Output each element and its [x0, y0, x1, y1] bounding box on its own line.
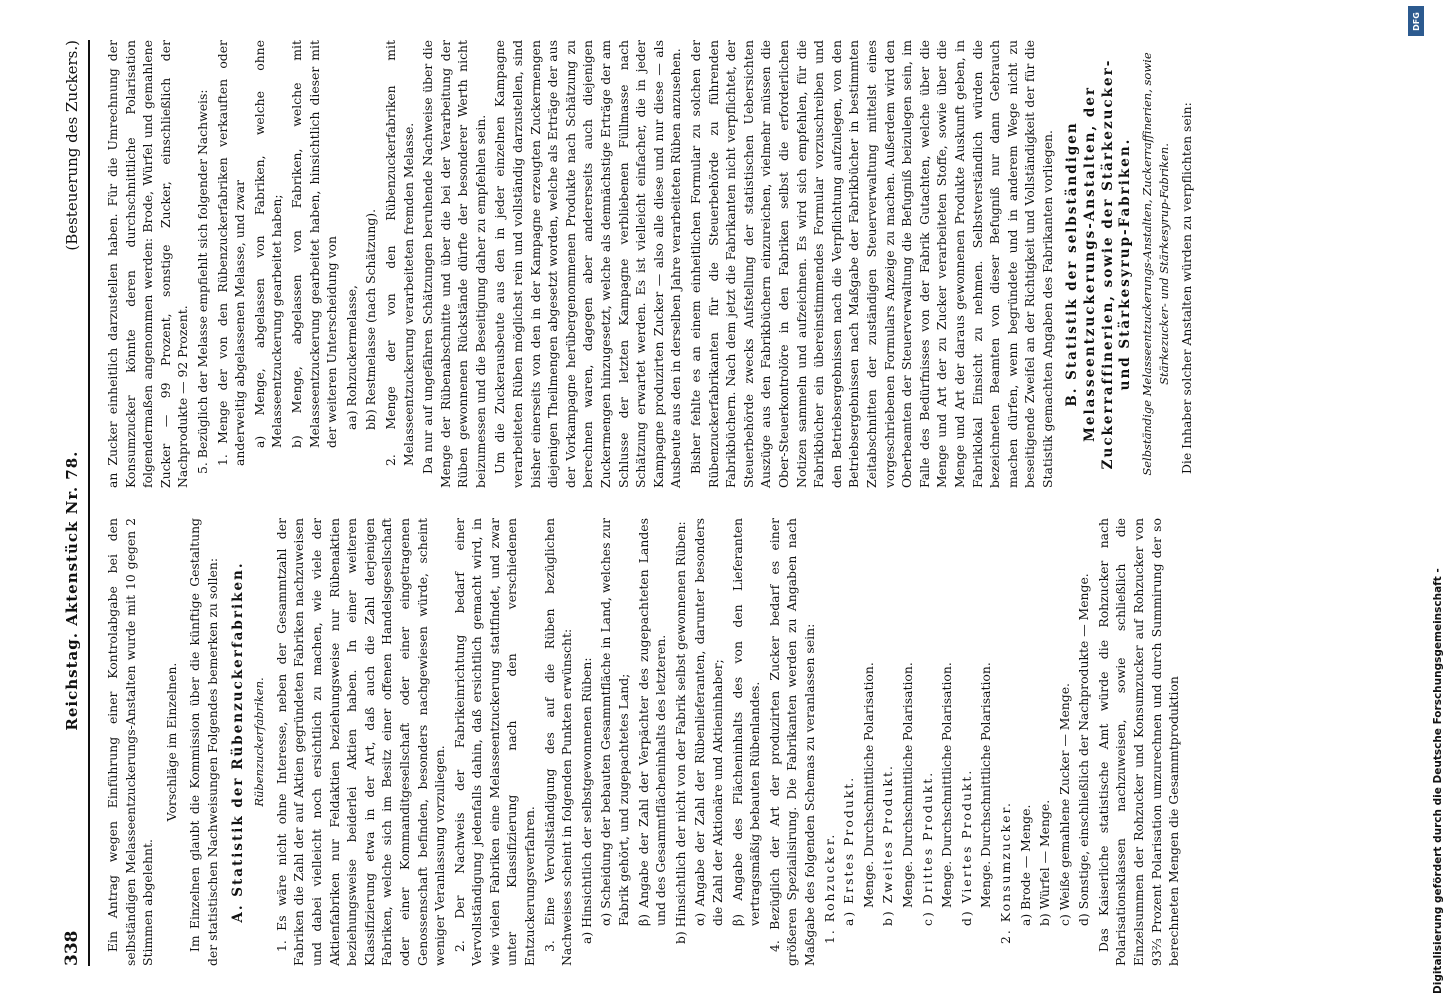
document-title: Reichstag. Aktenstück Nr. 78. [63, 450, 81, 731]
section-heading: B. Statistik der selbständigen Melasseentzuckerungs-Anstalten, der Zuckerraffinerien, sowie der Stärkezucker- und Stärkesyrup-Fabriken. [1064, 58, 1134, 470]
list-item: a) Brode — Menge. [1017, 804, 1033, 926]
paragraph: Bisher fehlte es an einem einheitlichen Formular zu solchen der Rübenzuckerfabrikanten für die Steuerbehörde zu führenden Fabrikbüchern. Nach dem jetzt die Fabrikanten nicht verpflichtet, der Steuerbehörde zwecks Aufstellung der statistischen Uebersichten Auszüge aus den Fabrikbüchern einzureichen, vielmehr müssen die Ober-Steuerkontrolöre in den Fabriken selbst die erforderlichen Notizen sammeln und aufzeichnen. Es wird sich empfehlen, für die Fabrikbücher ein übereinstimmendes Formular vorzuschreiben und den Betriebsergebnissen nach die Verpflichtung aufzulegen, von den Betriebsergebnissen nach Maßgabe der Fabrikbücher in bestimmten Zeitabschnitten der zuständigen Steuerverwaltung mittelst eines vorgeschriebenen Formulars Anzeige zu machen. Außerdem wird den Oberbeamten der Steuerverwaltung die Befugniß beizulegen sein, im Falle des Bedürfnisses von der Fabrik Gutachten, welche über die Menge und Art der zu Zucker verarbeiteten Stoffe, sowie über die Menge und Art der daraus gewonnenen Produkte Auskunft geben, in Fabriklokal Einsicht zu nehmen. Selbstverständlich würden die bezeichneten Beamten von dieser Befugniß nur dann Gebrauch machen dürfen, wenn begründete und in anderem Wege nicht zu beseitigende Zweifel an der Richtigkeit und Vollständigkeit der für die Statistik gemachten Angaben des Fabrikanten vorliegen. [688, 40, 1055, 488]
list-item: α) Scheidung der bebauten Gesammtfläche in Land, welches zur Fabrik gehört, und zugepachtetes Land; [598, 518, 632, 926]
rotated-page-frame [34, 0, 1394, 1000]
paragraph: Ein Antrag wegen Einführung einer Kontrolabgabe bei den selbständigen Melasseentzuckerungs-Anstalten wurde mit 10 gegen 2 Stimmen abgelehnt. [105, 518, 156, 966]
dfg-logo-label: DFG [1411, 11, 1421, 31]
right-column [104, 40, 1198, 488]
paragraph: 5. Bezüglich der Melasse empfiehlt sich folgender Nachweis: [194, 89, 210, 474]
list-item: b) Würfel — Menge. [1037, 799, 1053, 926]
list-item: 1. Rohzucker. [821, 832, 837, 944]
list-item: Menge. Durchschnittliche Polarisation. [978, 662, 994, 908]
dfg-credit-sidebar [1402, 0, 1444, 1000]
list-item: b) Zweites Produkt. [880, 764, 896, 926]
list-item: 2. Konsumzucker. [997, 800, 1013, 944]
list-item: aa) Rohzuckermelasse, [343, 285, 359, 430]
list-item: c) Weiße gemahlene Zucker — Menge. [1056, 683, 1072, 926]
list-item: α) Angabe der Zahl der Rübenlieferanten, darunter besonders die Zahl der Aktionäre und Aktieninhaber; [692, 518, 725, 926]
list-item: 2. Menge der von den Rübenzuckerfabriken mit Melasseentzuckerung verarbeiteten fremden Melasse. [382, 40, 416, 466]
paragraph: 3. Eine Vervollständigung des auf die Rüben bezüglichen Nachweises scheint in folgenden Punkten erwünscht: [541, 518, 575, 966]
paragraph: 4. Bezüglich der Art der produzirten Zucker bedarf es einer größeren Spezialisirung. Die Fabrikanten werden zu Angaben nach Maßgabe des folgenden Schemas zu veranlassen sein: [766, 518, 817, 966]
paragraph: 2. Der Nachweis der Fabrikeinrichtung bedarf einer Vervollständigung jedenfalls dahin, daß ersichtlich gemacht wird, in wie vielen Fabriken eine Melasseentzuckerung stattfindet, und zwar unter Klassifizierung nach den verschiedenen Entzuckerungsverfahren. [451, 518, 538, 966]
list-item: 1. Menge der von den Rübenzuckerfabriken verkauften oder anderweitig abgelassenen Melasse, und zwar [214, 40, 248, 466]
list-item: c) Drittes Produkt. [919, 770, 935, 926]
list-item: Menge. Durchschnittliche Polarisation. [899, 662, 915, 908]
paragraph: Im Einzelnen glaubt die Kommission über die künftige Gestaltung der statistischen Nachweisungen Folgendes bemerken zu sollen: [187, 518, 220, 966]
paragraph: Die Inhaber solcher Anstalten würden zu verpflichten sein: [1179, 102, 1195, 474]
document-page [34, 0, 1394, 1000]
list-item: Menge. Durchschnittliche Polarisation. [860, 662, 876, 908]
page-number: 338 [62, 930, 82, 966]
page-header [62, 40, 90, 966]
list-item: b) Menge, abgelassen von Fabriken, welche mit Melasseentzuckerung gearbeitet haben, hinsichtlich dieser mit der weiteren Unterscheidung von [288, 40, 340, 448]
list-item: Menge. Durchschnittliche Polarisation. [939, 662, 955, 908]
list-item: d) Sonstige, einschließlich der Nachprodukte — Menge. [1076, 573, 1092, 926]
list-item: bb) Restmelasse (nach Schätzung). [363, 208, 379, 430]
section-caption: Vorschläge im Einzelnen. [163, 662, 179, 822]
list-item: d) Viertes Produkt. [958, 768, 974, 926]
paragraph: 1. Es wäre nicht ohne Interesse, neben der Gesammtzahl der Fabriken die Zahl der auf Aktien gegründeten Fabriken nachzuweisen und dabei vielleicht noch ersichtlich zu machen, wie viele der Aktienfabriken nur Feldaktien beziehungsweise nur Rübenaktien beziehungsweise beiderlei Aktien haben. In einer weiteren Klassifizierung etwa in der Art, daß auch die Zahl derjenigen Fabriken, welche sich im Besitz einer offenen Handelsgesellschaft oder einer Kommanditgesellschaft oder einer eingetragenen Genossenschaft befinden, besonders nachgewiesen würde, scheint weniger Veranlassung vorzuliegen. [273, 518, 448, 966]
text-columns [104, 40, 1198, 966]
paragraph: Das Kaiserliche statistische Amt würde die Rohzucker nach Polarisationsklassen nachzuweisen, sowie schließlich die Einzelsummen der Rohzucker und Konsumzucker auf Rohzucker von 93⅔ Prozent Polarisation umzurechnen und durch Summirung der so berechneten Mengen die Gesammtproduktion [1095, 518, 1182, 966]
document-topic: (Besteuerung des Zuckers.) [63, 40, 81, 251]
list-item: β) Angabe des Flächeninhalts des von den Lieferanten vertragsmäßig bebauten Rübenlandes. [729, 518, 763, 926]
list-item: a) Hinsichtlich der selbstgewonnenen Rüben: [578, 657, 594, 944]
paragraph: Da nur auf ungefähren Schätzungen beruhende Nachweise über die Menge der Rübenabschnitte und über die bei der Verarbeitung der Rüben gewonnenen Rückstände dürfte der besonderer Werth nicht beizumessen und die Beseitigung daher zu empfehlen sein. [420, 40, 488, 488]
list-item: a) Erstes Produkt. [841, 775, 857, 926]
dfg-credit-text: Digitalisierung gefördert durch die Deutsche Forschungsgemeinschaft - [1432, 568, 1444, 994]
dfg-logo [1408, 6, 1424, 36]
subheading: Selbständige Melasseentzuckerungs-Anstalten, Zuckerraffinerien, sowie Stärkezucker- und Stärkesyrup-Fabriken. [1139, 52, 1172, 476]
list-item: a) Menge, abgelassen von Fabriken, welche ohne Melasseentzuckerung gearbeitet haben; [251, 40, 285, 448]
paragraph: an Zucker einheitlich darzustellen haben. Für die Umrechnung der Konsumzucker könnte deren durchschnittliche Polarisation folgendermaßen angenommen werden: Brode, Würfel und gemahlene Zucker — 99 Prozent, sonstige Zucker, einschließlich der Nachprodukte — 92 Prozent. [105, 40, 191, 488]
section-heading: A. Statistik der Rübenzuckerfabriken. [229, 561, 246, 923]
paragraph: Um die Zuckerausbeute aus den in jeder einzelnen Kampagne verarbeiteten Rüben möglichst rein und vollständig darzustellen, sind bisher einerseits von den in der Kampagne erzeugten Zuckermengen diejenigen Theilmengen abgesetzt worden, welche als Erträge der aus der Vorkampagne herübergenommenen Produkte nach Schätzung zu berechnen waren, dagegen aber andererseits auch diejenigen Zuckermengen hinzugesetzt, welche als demnächstige Erträge der am Schlusse der letzten Kampagne verbliebenen Füllmasse nach Schätzung erwartet werden. Es ist vielleicht einfacher, die in jeder Kampagne produzirten Zucker — also alle diese und nur diese — als Ausbeute aus den in derselben Jahre verarbeiteten Rüben anzusehen. [492, 40, 684, 488]
left-column [104, 518, 1198, 966]
list-item: β) Angabe der Zahl der Verpächter des zugepachteten Landes und des Gesammtflächeninhalts des letzteren. [635, 518, 669, 926]
list-item: b) Hinsichtlich der nicht von der Fabrik selbst gewonnenen Rüben: [672, 521, 688, 944]
subheading: Rübenzuckerfabriken. [252, 677, 267, 807]
